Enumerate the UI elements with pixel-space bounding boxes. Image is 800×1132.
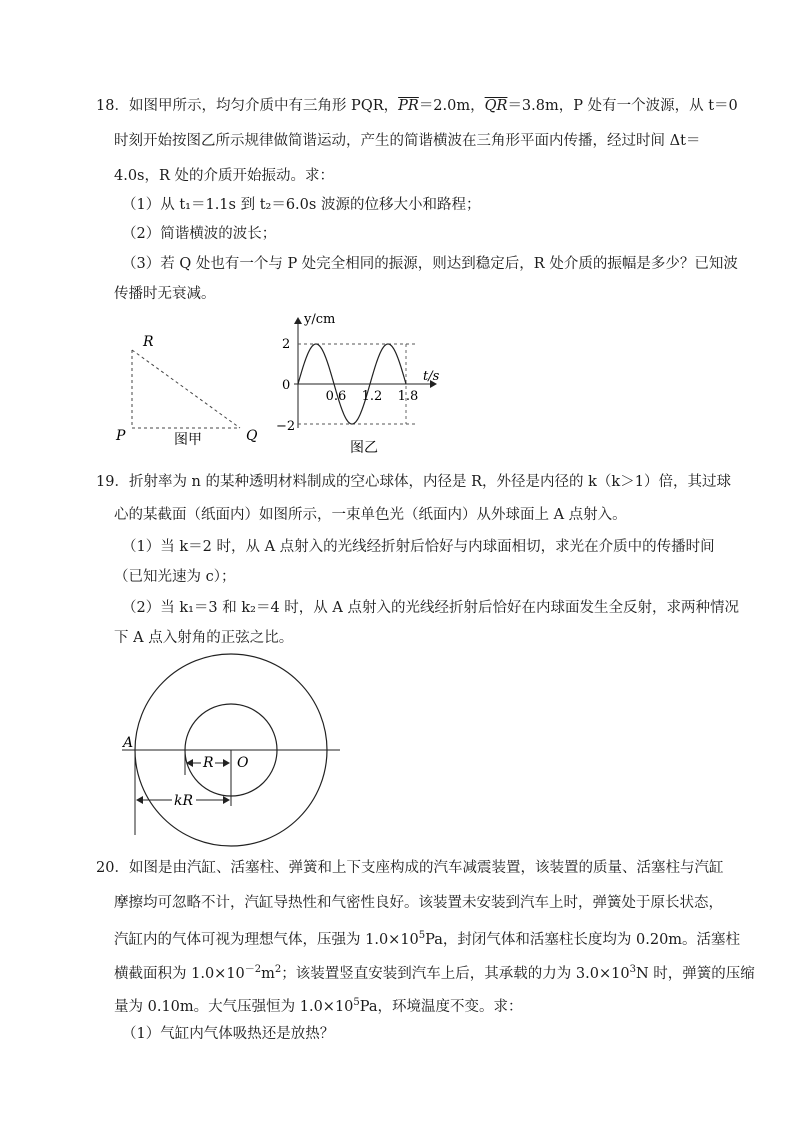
figure-yi: [276, 310, 456, 460]
y-tick-zero: 0: [282, 378, 291, 393]
q18-part-2: （2）简谐横波的波长；: [122, 226, 277, 242]
q18-part-3b: 传播时无衰减。: [114, 286, 216, 302]
q19-part-2b: 下 A 点入射角的正弦之比。: [114, 630, 294, 646]
q18-number: 18．: [96, 98, 129, 114]
q19-number: 19．: [96, 474, 129, 490]
q20-line-5: 量为 0.10m。大气压强恒为 $1.0\times 10^5Pa$，环境温度不变。求：: [114, 997, 523, 1015]
figure-sphere: [110, 650, 360, 850]
label-q: Q: [246, 428, 258, 444]
x-tick-1.2: 1.2: [361, 389, 383, 404]
label-a: A: [123, 735, 134, 751]
label-r-dim: R: [203, 755, 214, 771]
q20-line-4: 横截面积为 $1.0\times 10^{-2}m^2$；该装置竖直安装到汽车上后，其承载的力为 $3.0\times 10^3N$ 时，弹簧的压缩: [114, 964, 755, 982]
label-p: P: [116, 428, 126, 444]
figure-jia: [110, 330, 270, 455]
q18-line-2: 时刻开始按图乙所示规律做简谐运动，产生的简谐横波在三角形平面内传播，经过时间 Δt＝: [114, 133, 701, 149]
q20-line-1: 20．如图是由汽缸、活塞柱、弹簧和上下支座构成的汽车减震装置，该装置的质量、活塞柱与汽缸: [96, 860, 724, 876]
label-kr-dim: kR: [174, 793, 194, 809]
segment-qr: $\overline{QR}$: [484, 98, 508, 114]
x-tick-0.6: 0.6: [325, 389, 347, 404]
segment-pr: $\overline{PR}$: [398, 98, 419, 114]
q20-line-3: 汽缸内的气体可视为理想气体，压强为 $1.0\times 10^5Pa$，封闭气体和活塞柱长度均为 0.20m。活塞柱: [114, 930, 741, 948]
x-axis-label: t/s: [423, 369, 440, 384]
q20-line-2: 摩擦均可忽略不计，汽缸导热性和气密性良好。该装置未安装到汽车上时，弹簧处于原长状态，: [114, 895, 723, 911]
q20-number: 20．: [96, 860, 129, 876]
q19-part-1a: （1）当 k＝2 时，从 A 点射入的光线经折射后恰好与内球面相切，求光在介质中的传播时间: [122, 539, 715, 555]
q19-part-2a: （2）当 k₁＝3 和 k₂＝4 时，从 A 点射入的光线经折射后恰好在内球面发生全反射，求两种情况: [122, 600, 739, 616]
q19-line-1: 19．折射率为 n 的某种透明材料制成的空心球体，内径是 R，外径是内径的 k（k＞1）倍，其过球: [96, 474, 731, 490]
y-tick-neg: −2: [276, 419, 296, 434]
q18-part-3a: （3）若 Q 处也有一个与 P 处完全相同的振源，则达到稳定后，R 处介质的振幅是多少？已知波: [122, 256, 738, 272]
q18-line-3: 4.0s，R 处的介质开始振动。求：: [114, 168, 335, 184]
q20-part-1: （1）气缸内气体吸热还是放热？: [122, 1026, 335, 1042]
q18-part-1: （1）从 t₁＝1.1s 到 t₂＝6.0s 波源的位移大小和路程；: [122, 197, 481, 213]
y-axis-label: y/cm: [304, 312, 336, 327]
q19-line-2: 心的某截面（纸面内）如图所示，一束单色光（纸面内）从外球面上 A 点射入。: [114, 507, 627, 523]
q19-part-1b: （已知光速为 c）；: [114, 569, 236, 585]
label-o: O: [237, 755, 249, 771]
y-tick-pos: 2: [282, 337, 291, 352]
side-qr: [132, 350, 240, 428]
x-tick-1.8: 1.8: [397, 389, 419, 404]
caption-jia: 图甲: [174, 432, 202, 448]
label-r: R: [143, 334, 154, 350]
q18-line-1: 18．如图甲所示，均匀介质中有三角形 PQR，$\overline{PR}=2.0m$，$\overline{QR}=3.8m$，P 处有一个波源，从 t＝0: [96, 98, 738, 114]
caption-yi: 图乙: [350, 440, 378, 456]
